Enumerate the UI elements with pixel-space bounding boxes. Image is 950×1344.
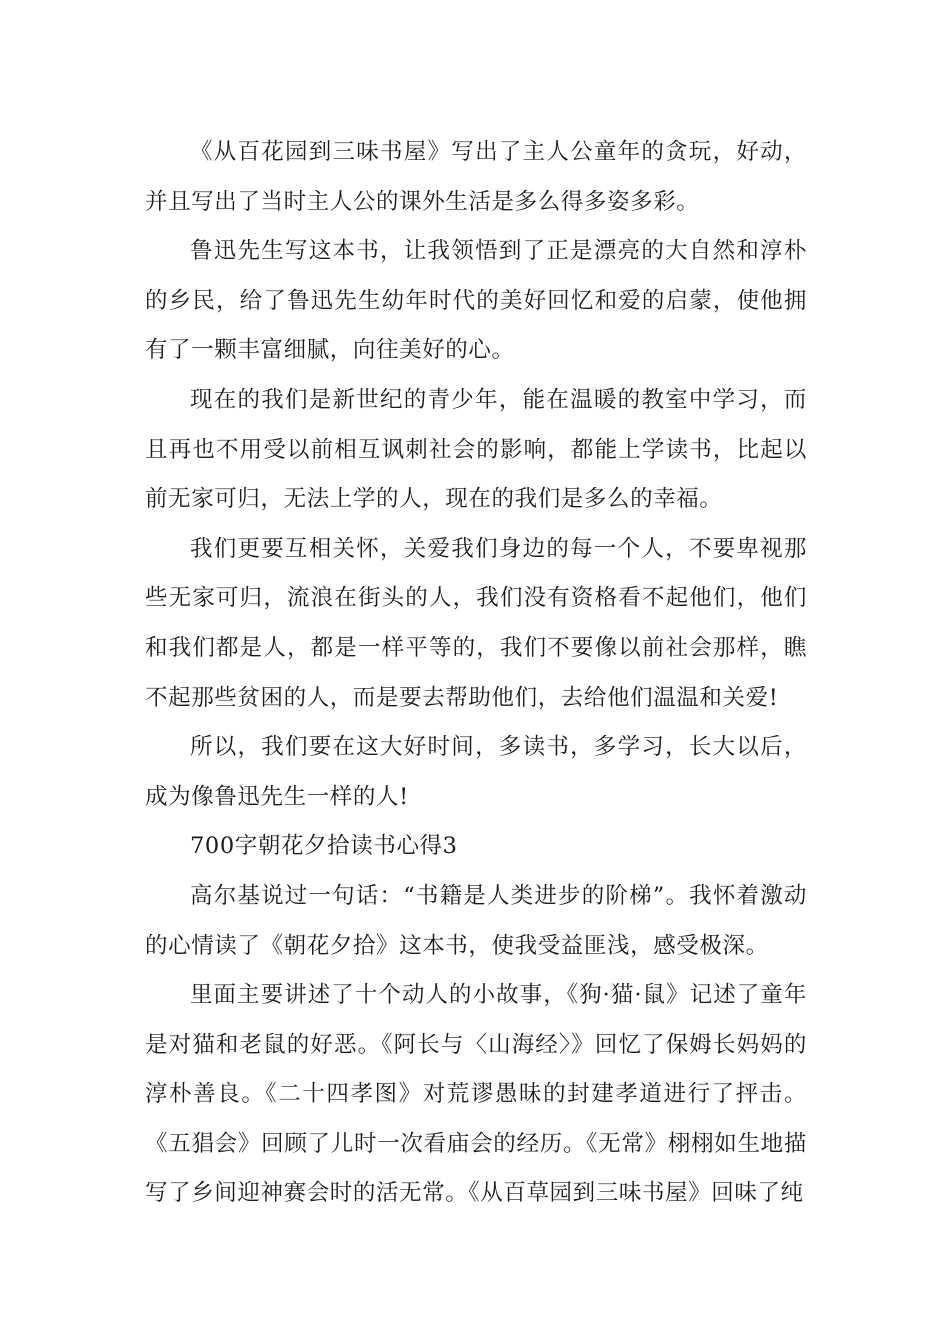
paragraph-7: 里面主要讲述了十个动人的小故事，《狗·猫·鼠》记述了童年是对猫和老鼠的好恶。《阿长与〈山海经〉》回忆了保姆长妈妈的淳朴善良。《二十四孝图》对荒谬愚昧的封建孝道进行了抨击。《五猖会》回顾了儿时一次看庙会的经历。《无常》栩栩如生地描写了乡间迎神赛会时的活无常。《从百草园到三味书屋》回味了纯: [145, 982, 807, 1207]
paragraph-1: 《从百花园到三味书屋》写出了主人公童年的贪玩，好动，并且写出了当时主人公的课外生活是多么得多姿多彩。: [145, 139, 807, 215]
paragraph-2: 鲁迅先生写这本书，让我领悟到了正是漂亮的大自然和淳朴的乡民，给了鲁迅先生幼年时代的美好回忆和爱的启蒙，使他拥有了一颗丰富细腻，向往美好的心。: [145, 238, 807, 364]
section-heading: 700字朝花夕拾读书心得3: [190, 833, 458, 860]
document-body: [145, 128, 807, 1219]
paragraph-4: 我们更要互相关怀，关爱我们身边的每一个人，不要卑视那些无家可归，流浪在街头的人，我们没有资格看不起他们，他们和我们都是人，都是一样平等的，我们不要像以前社会那样，瞧不起那些贫困的人，而是要去帮助他们，去给他们温温和关爱!: [145, 535, 807, 711]
paragraph-6: 高尔基说过一句话：“书籍是人类进步的阶梯”。我怀着激动的心情读了《朝花夕拾》这本书，使我受益匪浅，感受极深。: [145, 882, 807, 959]
paragraph-5: 所以，我们要在这大好时间，多读书，多学习，长大以后，成为像鲁迅先生一样的人!: [145, 734, 807, 810]
paragraph-3: 现在的我们是新世纪的青少年，能在温暖的教室中学习，而且再也不用受以前相互讽刺社会的影响，都能上学读书，比起以前无家可归，无法上学的人，现在的我们是多么的幸福。: [145, 386, 807, 513]
